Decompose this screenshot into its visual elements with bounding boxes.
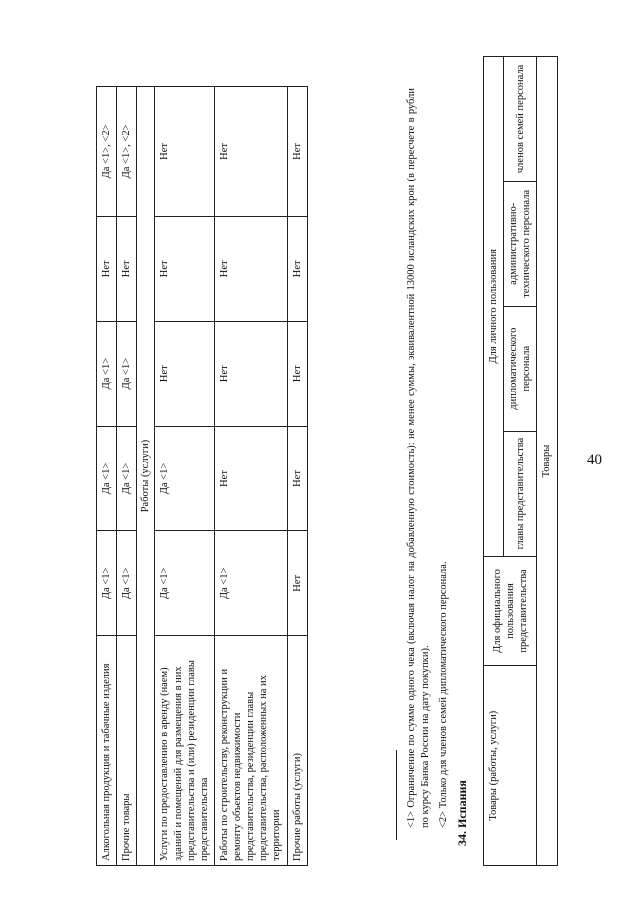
cell: Да <1>	[155, 531, 215, 636]
cell: Да <1>	[214, 531, 287, 636]
cell: Нет	[214, 321, 287, 426]
cell: Да <1>	[97, 531, 117, 636]
footnote-1: <1> Ограничение по сумме одного чека (включая налог на добавленную стоимость): не менее суммы, эквивалентной 13000 исландских крон (в пересчете в рубли по курсу Банка России на дату покупки).	[406, 88, 432, 828]
footnote-separator	[396, 750, 397, 840]
official-use-header: Для официального пользования представительства	[484, 556, 537, 666]
cell: Да <1>	[117, 426, 137, 531]
table-iceland-continued	[96, 86, 308, 866]
cell: Да <1>, <2>	[117, 87, 137, 217]
section-heading: Работы (услуги)	[137, 87, 155, 866]
section-row	[137, 87, 155, 866]
section-title: 34. Испания	[455, 780, 469, 846]
row-name: Услуги по предоставлению в аренду (наем) зданий и помещений для размещения в них представительства и (или) резиденции главы представительства	[155, 636, 215, 866]
cell: Нет	[155, 216, 215, 321]
diplomatic-header: дипломатического персонала	[504, 306, 537, 431]
cell: Да <1>	[97, 321, 117, 426]
row-name: Прочие товары	[117, 636, 137, 866]
table-row	[97, 87, 117, 866]
cell: Нет	[214, 426, 287, 531]
cell: Нет	[97, 216, 117, 321]
goods-works-header: Товары (работы, услуги)	[484, 666, 537, 866]
goods-section: Товары	[537, 57, 557, 866]
table-row	[214, 87, 287, 866]
table-row	[287, 87, 307, 866]
cell: Нет	[155, 321, 215, 426]
cell: Да <1>	[97, 426, 117, 531]
cell: Да <1>	[117, 321, 137, 426]
cell: Нет	[287, 216, 307, 321]
row-name: Алкогольная продукция и табачные изделия	[97, 636, 117, 866]
cell: Нет	[117, 216, 137, 321]
personal-use-header: Для личного пользования	[484, 57, 504, 557]
footnote-2: <2> Только для членов семей дипломатического персонала.	[438, 561, 449, 828]
table-row	[117, 87, 137, 866]
cell: Нет	[214, 87, 287, 217]
cell: Нет	[287, 531, 307, 636]
cell: Да <1>	[117, 531, 137, 636]
row-name: Прочие работы (услуги)	[287, 636, 307, 866]
section-row	[537, 57, 557, 866]
header-row	[484, 57, 504, 866]
row-name: Работы по строительству, реконструкции и ремонту объектов недвижимости представительства, резиденции главы представительства, расположенных на их территории	[214, 636, 287, 866]
cell: Нет	[214, 216, 287, 321]
admin-header: административно-технического персонала	[504, 181, 537, 306]
cell: Нет	[287, 87, 307, 217]
table-spain	[483, 56, 558, 866]
cell: Нет	[287, 426, 307, 531]
cell: Да <1>	[155, 426, 215, 531]
page-number: 40	[587, 452, 602, 468]
cell: Нет	[155, 87, 215, 217]
family-header: членов семей персонала	[504, 57, 537, 182]
cell: Да <1>, <2>	[97, 87, 117, 217]
head-header: главы представительства	[504, 431, 537, 556]
table-row	[155, 87, 215, 866]
cell: Нет	[287, 321, 307, 426]
